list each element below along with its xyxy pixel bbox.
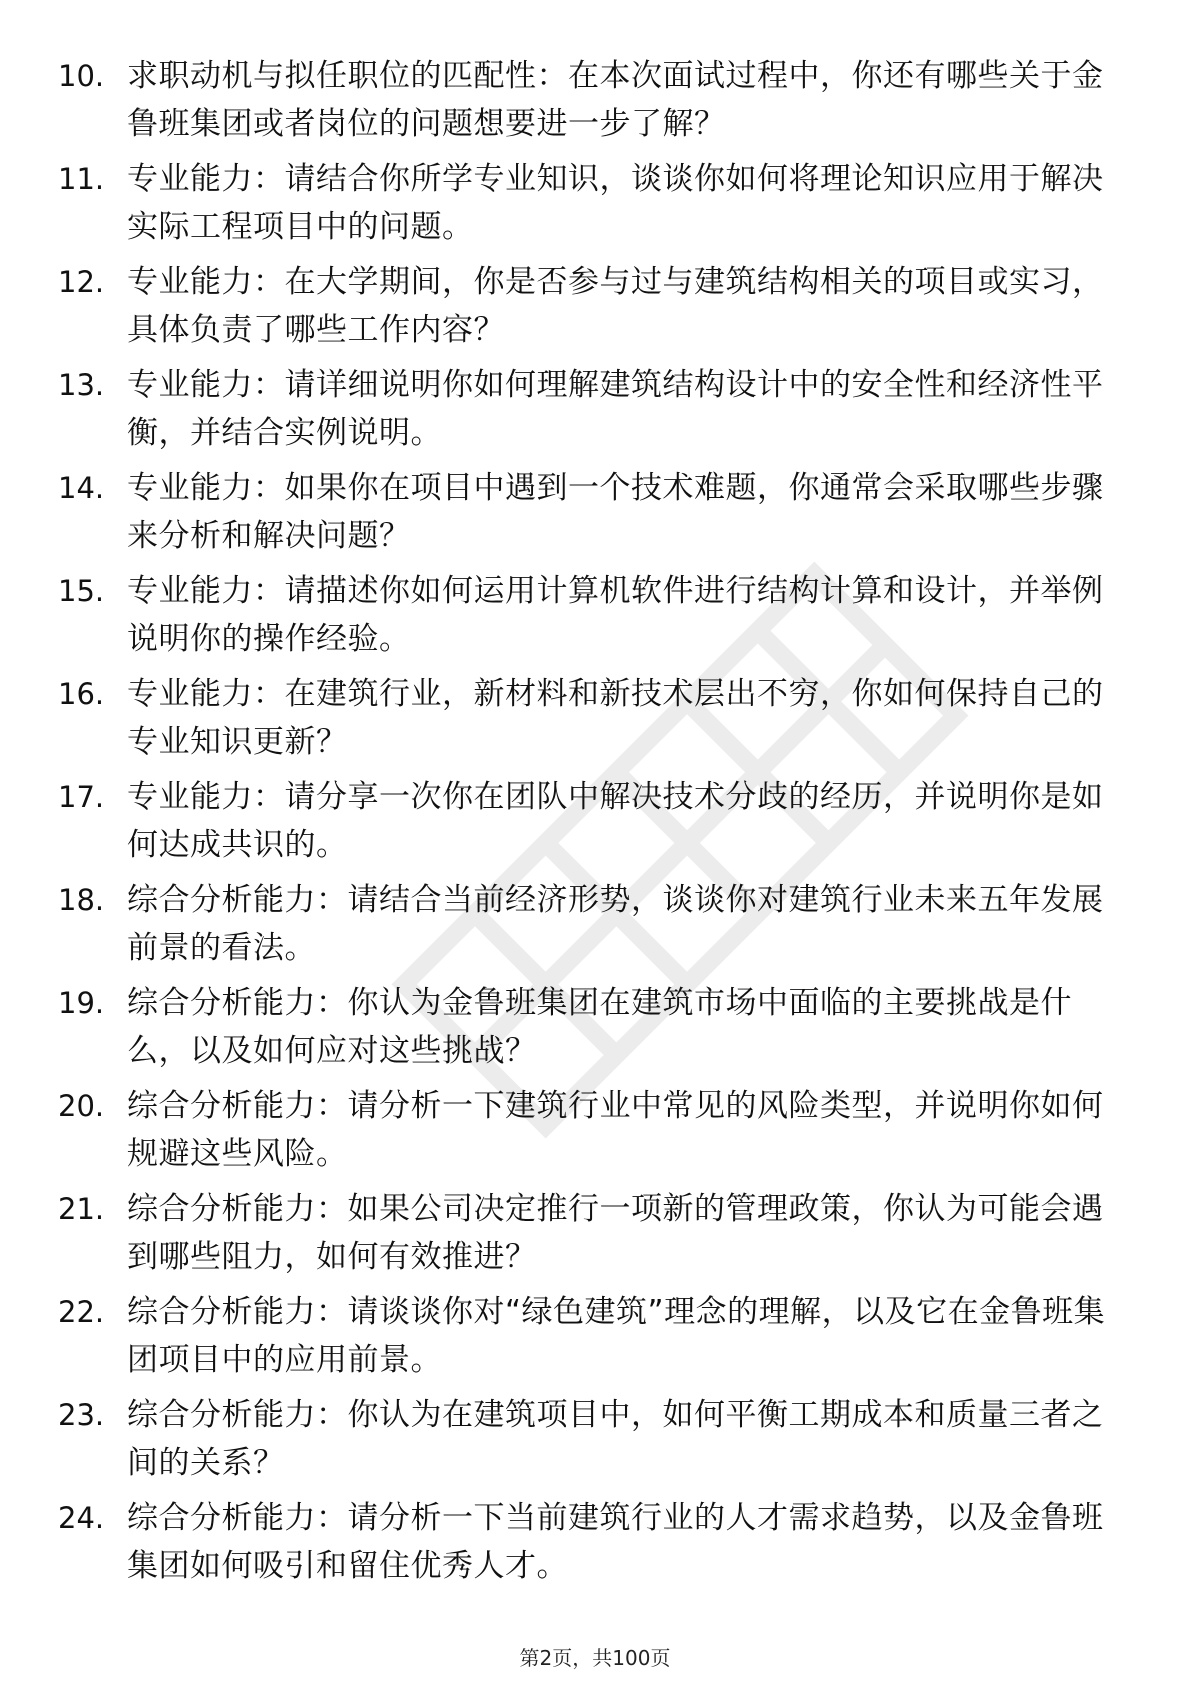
- question-number: 21.: [58, 1192, 105, 1226]
- question-number: 22.: [58, 1295, 105, 1329]
- question-text: 综合分析能力：请谈谈你对“绿色建筑”理念的理解，以及它在金鲁班集团项目中的应用前景。: [127, 1294, 1106, 1378]
- question-text: 专业能力：在大学期间，你是否参与过与建筑结构相关的项目或实习，具体负责了哪些工作内容？: [127, 264, 1104, 348]
- question-text: 专业能力：请分享一次你在团队中解决技术分歧的经历，并说明你是如何达成共识的。: [127, 779, 1104, 863]
- question-number: 24.: [58, 1501, 105, 1535]
- list-item: [0, 979, 1190, 1082]
- question-number: 11.: [58, 162, 105, 196]
- question-text: 综合分析能力：请分析一下当前建筑行业的人才需求趋势，以及金鲁班集团如何吸引和留住优秀人才。: [127, 1500, 1104, 1584]
- list-item: [0, 1391, 1190, 1494]
- question-number: 12.: [58, 265, 105, 299]
- list-item: [0, 1288, 1190, 1391]
- question-number: 14.: [58, 471, 105, 505]
- question-number: 20.: [58, 1089, 105, 1123]
- question-text: 综合分析能力：你认为在建筑项目中，如何平衡工期成本和质量三者之间的关系？: [127, 1397, 1104, 1481]
- question-text: 综合分析能力：请分析一下建筑行业中常见的风险类型，并说明你如何规避这些风险。: [127, 1088, 1104, 1172]
- question-text: 专业能力：请结合你所学专业知识，谈谈你如何将理论知识应用于解决实际工程项目中的问题。: [127, 161, 1104, 245]
- list-item: [0, 567, 1190, 670]
- question-text: 专业能力：在建筑行业，新材料和新技术层出不穷，你如何保持自己的专业知识更新？: [127, 676, 1104, 760]
- question-text: 综合分析能力：请结合当前经济形势，谈谈你对建筑行业未来五年发展前景的看法。: [127, 882, 1104, 966]
- question-number: 17.: [58, 780, 105, 814]
- list-item: [0, 773, 1190, 876]
- list-item: [0, 155, 1190, 258]
- question-text: 求职动机与拟任职位的匹配性：在本次面试过程中，你还有哪些关于金鲁班集团或者岗位的问题想要进一步了解？: [127, 58, 1104, 142]
- page-number-footer: 第2页，共100页: [519, 1646, 671, 1670]
- question-list: [0, 52, 1190, 1597]
- question-number: 10.: [58, 59, 105, 93]
- question-number: 16.: [58, 677, 105, 711]
- list-item: [0, 1185, 1190, 1288]
- question-text: 综合分析能力：如果公司决定推行一项新的管理政策，你认为可能会遇到哪些阻力，如何有效推进？: [127, 1191, 1104, 1275]
- list-item: [0, 464, 1190, 567]
- list-item: [0, 258, 1190, 361]
- list-item: [0, 52, 1190, 155]
- list-item: [0, 670, 1190, 773]
- question-number: 13.: [58, 368, 105, 402]
- question-text: 综合分析能力：你认为金鲁班集团在建筑市场中面临的主要挑战是什么，以及如何应对这些挑战？: [127, 985, 1072, 1069]
- question-number: 15.: [58, 574, 105, 608]
- question-text: 专业能力：请描述你如何运用计算机软件进行结构计算和设计，并举例说明你的操作经验。: [127, 573, 1104, 657]
- list-item: [0, 1082, 1190, 1185]
- question-text: 专业能力：请详细说明你如何理解建筑结构设计中的安全性和经济性平衡，并结合实例说明。: [127, 367, 1104, 451]
- list-item: [0, 876, 1190, 979]
- list-item: [0, 361, 1190, 464]
- question-number: 18.: [58, 883, 105, 917]
- question-number: 23.: [58, 1398, 105, 1432]
- question-text: 专业能力：如果你在项目中遇到一个技术难题，你通常会采取哪些步骤来分析和解决问题？: [127, 470, 1104, 554]
- question-number: 19.: [58, 986, 105, 1020]
- list-item: [0, 1494, 1190, 1597]
